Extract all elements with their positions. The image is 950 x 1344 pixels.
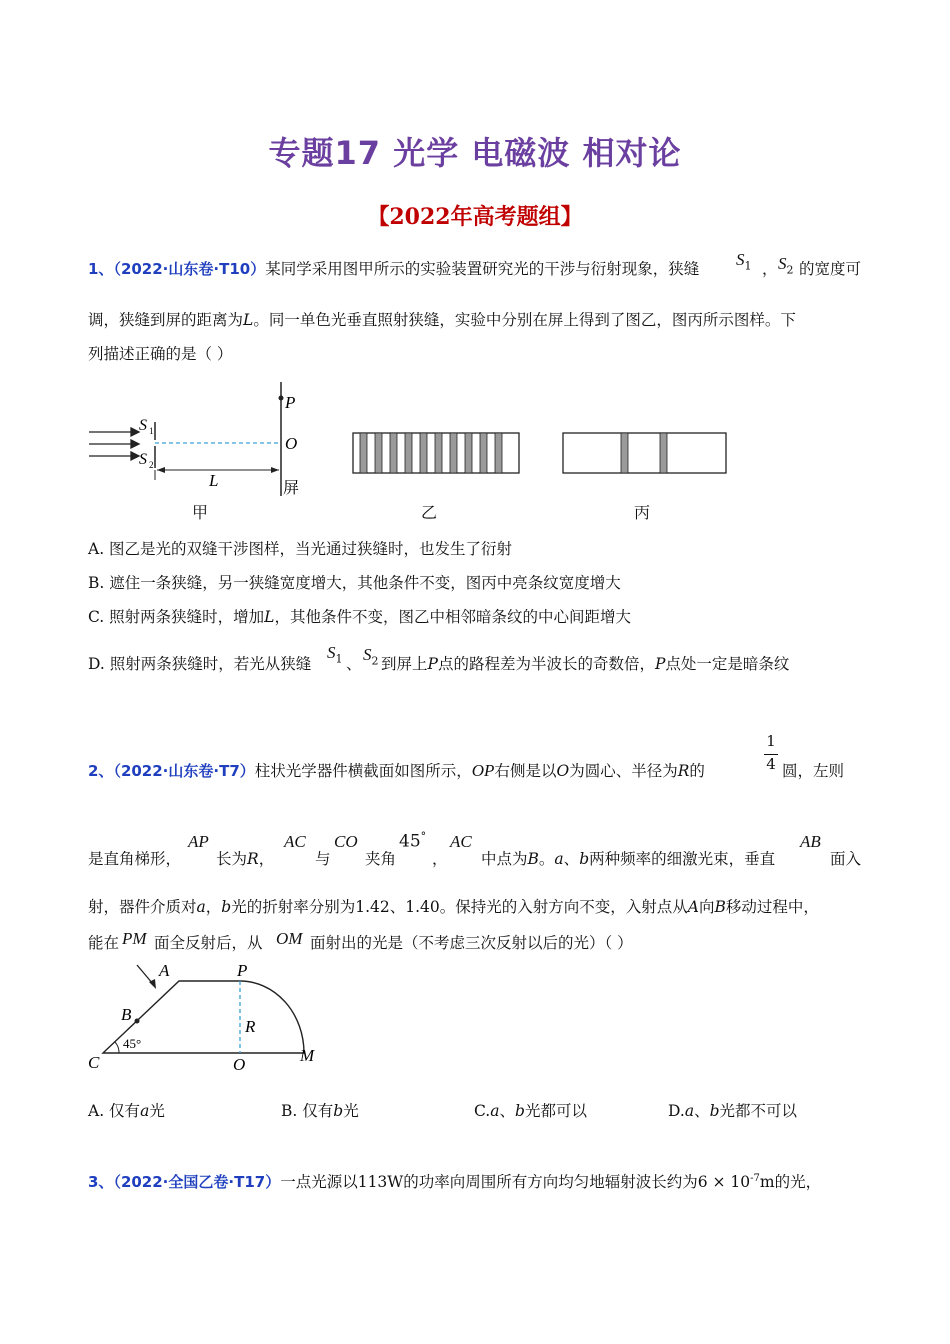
q2-option-c — [474, 1100, 587, 1122]
q2-text: 圆，左则 — [782, 762, 845, 780]
sym-CO: CO — [334, 832, 358, 851]
sym-b: b — [333, 1102, 344, 1120]
q2-line3 — [88, 896, 819, 918]
label-O: O — [285, 434, 298, 453]
q2-option-d — [668, 1100, 797, 1122]
q2-text: ， — [258, 850, 275, 868]
q1-S2-symbol — [778, 254, 794, 276]
sym-AP: AP — [188, 832, 209, 851]
var-L: L — [264, 608, 275, 626]
q2-text: ， — [205, 898, 222, 916]
q2-text: 两种频率的细激光束，垂直 — [589, 850, 776, 868]
q2-text: 。 — [538, 850, 555, 868]
fig-label-P: P — [237, 961, 248, 980]
fraction-1-4 — [764, 732, 778, 773]
comma: ， — [762, 260, 778, 278]
q2-text: 向 — [698, 898, 715, 916]
q1-line2 — [88, 309, 796, 331]
q2-number: 2、 — [88, 762, 114, 780]
dun: 、 — [346, 655, 362, 673]
subscript: 2 — [371, 654, 379, 668]
sym-a: a — [140, 1102, 150, 1120]
q3-source: （2022·全国乙卷·T17） — [113, 1173, 281, 1192]
q2-text: 移动过程中， — [725, 898, 819, 916]
option-text: C. — [474, 1102, 491, 1120]
label-bing: 丙 — [634, 503, 651, 522]
q2-text: 面射出的光是（不考虑三次反射以后的光）（ ） — [310, 934, 633, 952]
symbol-S: S — [327, 643, 336, 662]
q3-line1 — [88, 1168, 821, 1193]
fig-label-M: M — [300, 1046, 315, 1065]
q2-text: 面全反射后，从 — [154, 934, 263, 952]
q1-text: 的宽度可 — [799, 260, 862, 278]
q1-figure-yi — [350, 431, 522, 477]
label-jia: 甲 — [192, 503, 209, 522]
q1-option-d-rest — [381, 653, 789, 675]
q2-figure — [85, 960, 325, 1076]
subscript: 1 — [335, 652, 343, 666]
label-S: S — [139, 451, 147, 468]
sym-b: b — [221, 898, 232, 916]
option-text: 光都可以 — [524, 1102, 587, 1120]
q1-option-d — [88, 653, 311, 675]
sym-PM: PM — [122, 929, 147, 948]
q1-option-b: B. 遮住一条狭缝，另一狭缝宽度增大，其他条件不变，图丙中亮条纹宽度增大 — [88, 574, 621, 592]
option-text: 到屏上 — [381, 655, 428, 673]
subscript: 1 — [744, 259, 752, 273]
option-text: 光都不可以 — [719, 1102, 798, 1120]
sym-B: B — [527, 850, 539, 868]
fraction-numerator: 1 — [766, 732, 776, 750]
q1-option-c — [88, 606, 631, 628]
q1-line3: 列描述正确的是（ ） — [88, 345, 233, 363]
q2-text-ap — [216, 848, 274, 870]
q1-text: 某同学采用图甲所示的实验装置研究光的干涉与衍射现象，狭缝 — [265, 260, 700, 278]
option-text: ，其他条件不变，图乙中相邻暗条纹的中心间距增大 — [274, 608, 631, 626]
sym-b: b — [579, 850, 590, 868]
fig-label-B: B — [121, 1005, 132, 1024]
q2-text: ， — [432, 850, 448, 868]
label-S-sub: 2 — [149, 460, 154, 470]
symbol-S: S — [778, 254, 787, 273]
sym-B: B — [714, 898, 726, 916]
sym-A: A — [687, 898, 699, 916]
label-S-sub: 1 — [149, 426, 154, 436]
q3-exponent: -7 — [750, 1173, 760, 1184]
page-title: 专题17 光学 电磁波 相对论 — [268, 134, 682, 172]
q1-text: 。同一单色光垂直照射狭缝，实验中分别在屏上得到了图乙，图丙所示图样。下 — [253, 311, 796, 329]
option-text: C. 照射两条狭缝时，增加 — [88, 608, 265, 626]
option-text: 点处一定是暗条纹 — [665, 655, 790, 673]
q2-text: 长为 — [216, 850, 248, 868]
q1-S1-symbol — [736, 250, 752, 272]
q1-source: （2022·山东卷·T10） — [113, 260, 266, 278]
label-screen: 屏 — [283, 480, 300, 497]
subscript: 2 — [786, 263, 794, 277]
fig-label-O: O — [233, 1055, 246, 1074]
var-P: P — [654, 655, 666, 673]
q1-text: 调，狭缝到屏的距离为 — [88, 311, 244, 329]
label-P: P — [285, 393, 296, 412]
sym-AC: AC — [450, 832, 472, 851]
label-yi: 乙 — [421, 503, 438, 522]
sym-b: b — [515, 1102, 525, 1120]
q1-figure-bing — [560, 431, 730, 477]
option-text: 、 — [694, 1102, 710, 1120]
q2-text: 中点为 — [481, 850, 528, 868]
q2-text: 光的折射率分别为1.42、1.40。保持光的入射方向不变，入射点从 — [231, 898, 688, 916]
q1-D-S2 — [363, 645, 379, 667]
sym-OM: OM — [276, 929, 303, 948]
degree-sign: ° — [420, 830, 427, 843]
option-text: A. 仅有 — [88, 1102, 141, 1120]
sym-AB: AB — [800, 832, 821, 851]
sym-OP: OP — [471, 761, 495, 780]
q1-option-a: A. 图乙是光的双缝干涉图样，当光通过狭缝时，也发生了衍射 — [88, 540, 513, 558]
q2-text: 与 — [315, 850, 331, 868]
sym-a: a — [196, 898, 206, 916]
sym-AC: AC — [284, 832, 306, 851]
fig-label-C: C — [88, 1053, 100, 1072]
q2-option-a — [88, 1100, 165, 1122]
q2-text: 的 — [689, 762, 705, 780]
q2-option-b — [281, 1100, 359, 1122]
option-text: D. — [668, 1102, 685, 1120]
q2-text: 为圆心、半径为 — [569, 762, 678, 780]
q2-text: 夹角 — [365, 850, 397, 868]
fig-label-angle: 45° — [123, 1036, 142, 1051]
q3-text: 一点光源以113W的功率向周围所有方向均匀地辐射波长约为6 × 10 — [280, 1173, 751, 1192]
q2-line2-rest — [481, 848, 775, 870]
sym-R: R — [677, 762, 690, 780]
q2-text: 面入 — [830, 850, 862, 868]
option-text: 光 — [343, 1102, 359, 1120]
var-L: L — [243, 311, 254, 329]
section-subtitle: 【2022年高考题组】 — [367, 204, 583, 230]
sym-a: a — [554, 850, 564, 868]
q1-figure-jia — [85, 380, 325, 520]
sym-a: a — [490, 1102, 500, 1120]
q3-number: 3、 — [88, 1173, 114, 1192]
symbol-S: S — [363, 645, 372, 664]
option-text: 点的路程差为半波长的奇数倍， — [437, 655, 655, 673]
q2-text: 是直角梯形， — [88, 850, 182, 868]
option-text: B. 仅有 — [281, 1102, 334, 1120]
fig-label-A: A — [159, 961, 170, 980]
q3-text: m的光， — [759, 1173, 822, 1192]
q2-text: 射，器件介质对 — [88, 898, 197, 916]
label-S: S — [139, 417, 147, 434]
q2-text: 能在 — [88, 934, 120, 952]
q2-source: （2022·山东卷·T7） — [113, 762, 255, 780]
symbol-S: S — [736, 250, 745, 269]
q1-number: 1、 — [88, 260, 114, 278]
q2-text: 柱状光学器件横截面如图所示， — [254, 762, 472, 780]
q2-text: 、 — [563, 850, 580, 868]
sym-a: a — [684, 1102, 695, 1120]
angle-value: 45 — [399, 831, 421, 852]
angle-45 — [399, 830, 426, 852]
q2-line1 — [88, 760, 705, 782]
q1-D-S1 — [327, 643, 343, 665]
sym-R: R — [247, 850, 259, 868]
q1-line1 — [88, 258, 699, 280]
sym-O: O — [556, 762, 570, 780]
fraction-denominator: 4 — [764, 754, 778, 773]
q2-text: 右侧是以 — [494, 762, 557, 780]
var-P: P — [427, 655, 438, 673]
sym-b: b — [709, 1102, 720, 1120]
option-text: D. 照射两条狭缝时，若光从狭缝 — [88, 655, 312, 673]
option-text: 、 — [499, 1102, 515, 1120]
fig-label-R: R — [245, 1017, 256, 1036]
label-L: L — [209, 471, 219, 490]
option-text: 光 — [149, 1102, 165, 1120]
